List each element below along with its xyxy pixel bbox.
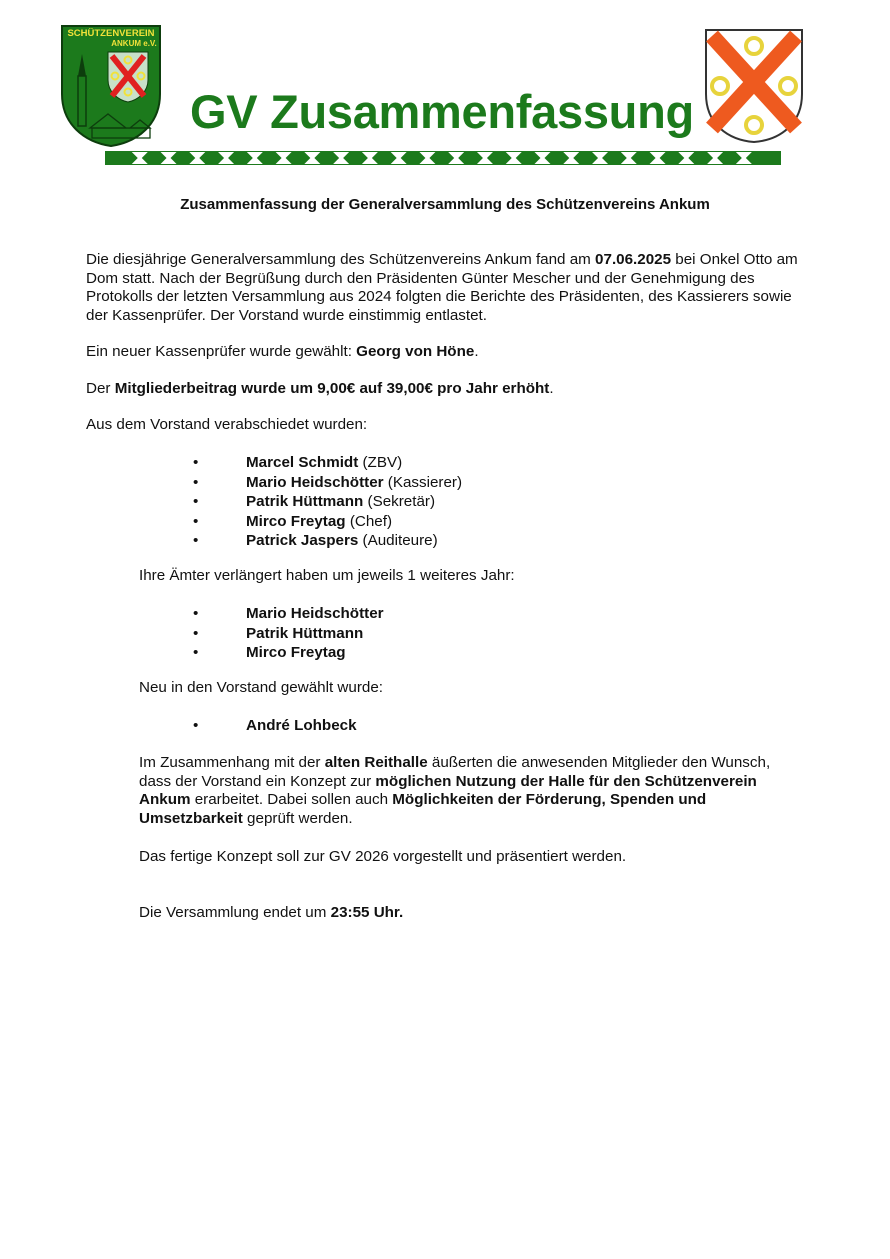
verabschiedet-heading: Aus dem Vorstand verabschiedet wurden: xyxy=(86,416,368,433)
logo-text-line1: SCHÜTZENVEREIN xyxy=(67,28,155,39)
reithalle-paragraph: Im Zusammenhang mit der alten Reithalle äußerten die anwesenden Mitglieder den Wunsch, dass der Vorstand ein Konzept zur möglichen Nutzung der Halle für den Schützenverein Ankum erarbeitet. Dabei sollen auch Möglichkeiten der Förderung, Spenden und Umsetzbarkeit geprüft werden. xyxy=(139,754,771,827)
list-item: • Mirco Freytag xyxy=(193,644,346,661)
list-item: • Mario Heidschötter xyxy=(193,605,384,622)
ende-paragraph: Die Versammlung endet um 23:55 Uhr. xyxy=(139,904,404,921)
konzept-paragraph: Das fertige Konzept soll zur GV 2026 vorgestellt und präsentiert werden. xyxy=(139,848,627,865)
neu-heading: Neu in den Vorstand gewählt wurde: xyxy=(139,679,384,696)
list-item: • Patrik Hüttmann xyxy=(193,624,364,642)
end-time: 23:55 Uhr. xyxy=(330,904,404,921)
kassenpruefer-name: Georg von Höne xyxy=(356,343,475,360)
verlaengert-heading: Ihre Ämter verlängert haben um jeweils 1 weiteres Jahr: xyxy=(139,567,515,584)
beitrag-change: Mitgliederbeitrag wurde um 9,00€ auf 39,00€ pro Jahr erhöht xyxy=(114,380,550,397)
meeting-date: 07.06.2025 xyxy=(595,251,672,268)
neu-list xyxy=(193,716,357,736)
list-item: • André Lohbeck xyxy=(193,717,357,734)
list-item: • Marcel Schmidt (ZBV) xyxy=(193,454,403,471)
club-logo xyxy=(60,24,162,148)
verlaengert-list xyxy=(193,604,384,663)
document-subtitle: Zusammenfassung der Generalversammlung des Schützenvereins Ankum xyxy=(180,196,710,213)
kassenpruefer-paragraph: Ein neuer Kassenprüfer wurde gewählt: Georg von Höne. xyxy=(86,343,479,360)
list-item: • Mirco Freytag (Chef) xyxy=(193,512,393,530)
intro-paragraph: Die diesjährige Generalversammlung des Schützenvereins Ankum fand am 07.06.2025 bei Onkel Otto am Dom statt. Nach der Begrüßung durch den Präsidenten Günter Mescher und der Genehmigung des Protokolls der letzten Versammlung aus 2024 folgten die Berichte des Präsidenten, des Kassierers sowie der Kassenprüfer. Der Vorstand wurde einstimmig entlastet. xyxy=(86,251,798,324)
verabschiedet-list xyxy=(193,453,462,551)
coat-of-arms xyxy=(704,28,804,144)
list-item: • Patrick Jaspers (Auditeure) xyxy=(193,532,438,549)
list-item: • Patrik Hüttmann (Sekretär) xyxy=(193,493,436,510)
beitrag-paragraph: Der Mitgliederbeitrag wurde um 9,00€ auf 39,00€ pro Jahr erhöht. xyxy=(86,380,554,397)
page-title: GV Zusammenfassung xyxy=(190,85,694,138)
decorative-banner xyxy=(105,150,781,166)
logo-text-line2: ANKUM e.V. xyxy=(111,39,157,48)
list-item: • Mario Heidschötter (Kassierer) xyxy=(193,473,463,491)
